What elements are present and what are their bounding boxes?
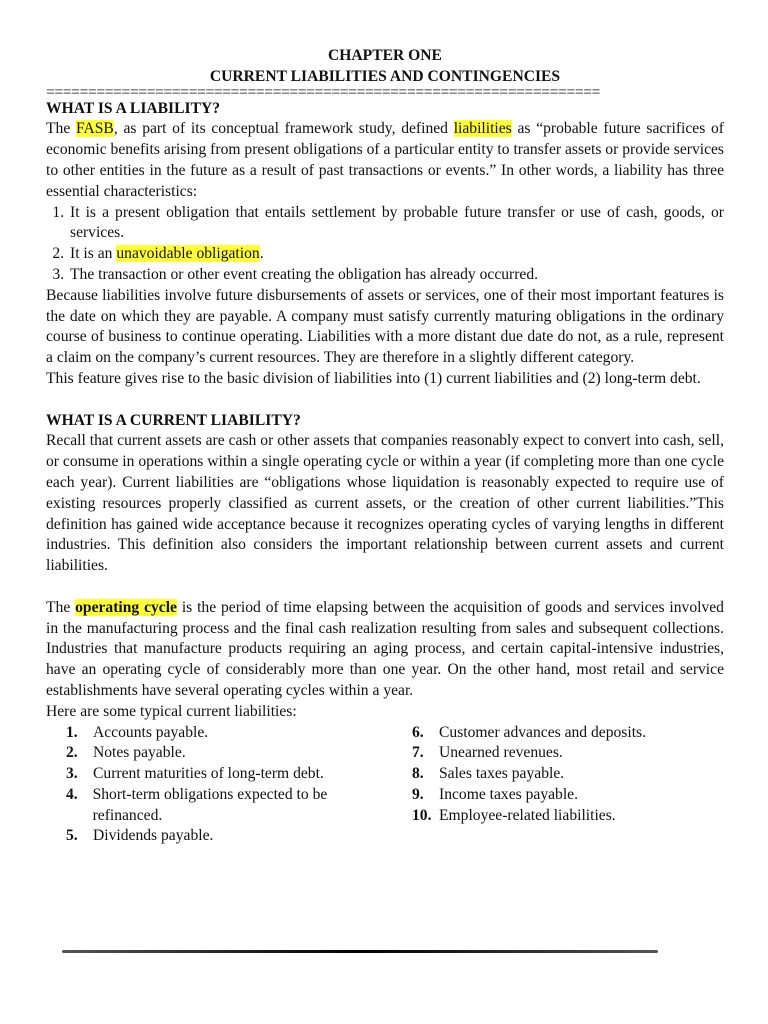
highlight-unavoidable-obligation: unavoidable obligation (116, 245, 260, 263)
item-text: Notes payable. (93, 744, 186, 762)
list-item: 2. It is an unavoidable obligation. (68, 244, 724, 265)
current-liabilities-list (46, 723, 724, 848)
list-item (412, 806, 646, 827)
list-item (412, 723, 646, 744)
bottom-divider (62, 950, 658, 953)
item-number: 9. (412, 785, 424, 803)
item-text: Short-term obligations expected to be refinanced. (92, 785, 328, 824)
liability-definition-paragraph: The FASB, as part of its conceptual framework study, defined liabilities as “probable future sacrifices of economic benefits arising from present obligations of a particular entity to transfer assets or provide services to other entities in the future as a result of past transactions or events.” In other words, a liability has three essential characteristics: (46, 120, 724, 200)
item-number: 6. (412, 723, 424, 741)
list-item (66, 764, 396, 785)
operating-cycle-paragraph: The operating cycle is the period of time elapsing between the acquisition of goods and services involved in the manufacturing process and the final cash realization resulting from sales and subsequent collections. Industries that manufacture products requiring an aging process, and certain capital-intensive industries, have an operating cycle of considerably more than one year. On the other hand, most retail and service establishments have several operating cycles within a year. (46, 598, 724, 699)
item-number: 2. (66, 744, 78, 762)
list-item (66, 743, 396, 764)
section-heading-current-liability: WHAT IS A CURRENT LIABILITY? (46, 411, 301, 429)
highlight-fasb: FASB (75, 120, 114, 138)
item-text: Current maturities of long-term debt. (93, 765, 324, 783)
list-item (66, 723, 396, 744)
item-number: 10. (412, 806, 432, 824)
paragraph: This feature gives rise to the basic division of liabilities into (1) current liabilities and (2) long-term debt. (46, 369, 701, 387)
list-item: 1. It is a present obligation that entails settlement by probable future transfer or use of cash, goods, or services. (68, 203, 724, 245)
paragraph: Recall that current assets are cash or other assets that companies reasonably expect to convert into cash, sell, or consume in operations within a single operating cycle or within a year (if completing more than one cycle each year). Current liabilities are “obligations whose liquidation is reasonably expected to require use of existing resources properly classified as current assets, or the creation of other current liabilities.”This definition has gained wide acceptance because it recognizes operating cycles of varying lengths in different industries. This definition also considers the important relationship between current assets and current liabilities. (46, 432, 724, 575)
item-number: 7. (412, 744, 424, 762)
list-item (66, 785, 396, 827)
item-number: 3. (66, 765, 78, 783)
item-text: Employee-related liabilities. (439, 806, 616, 824)
highlight-operating-cycle: operating cycle (75, 598, 177, 616)
list-item (412, 785, 646, 806)
characteristics-list (46, 203, 724, 286)
item-number: 1. (66, 723, 78, 741)
item-text: Accounts payable. (93, 723, 209, 741)
item-text: Sales taxes payable. (439, 765, 565, 783)
highlight-liabilities: liabilities (453, 120, 512, 138)
item-number: 4. (66, 785, 78, 803)
list-item (412, 743, 646, 764)
item-number: 8. (412, 765, 424, 783)
list-item: 3. The transaction or other event creating the obligation has already occurred. (68, 265, 724, 286)
item-text: Income taxes payable. (439, 785, 578, 803)
item-text: Customer advances and deposits. (439, 723, 647, 741)
section-heading-liability: WHAT IS A LIABILITY? (46, 99, 221, 117)
item-text: Unearned revenues. (439, 744, 563, 762)
chapter-subtitle: CURRENT LIABILITIES AND CONTINGENCIES (209, 67, 561, 85)
paragraph: Because liabilities involve future disbursements of assets or services, one of their most important features is the date on which they are payable. A company must satisfy currently maturing obligations in the ordinary course of business to continue operating. Liabilities with a more distant due date do not, as a rule, represent a claim on the company’s current resources. They are therefore in a slightly different category. (46, 286, 724, 367)
list-item (66, 826, 396, 847)
item-number: 5. (66, 827, 78, 845)
left-column (46, 723, 396, 848)
item-text: Dividends payable. (93, 827, 214, 845)
right-column (396, 723, 646, 848)
document-page (46, 46, 724, 847)
list-item (412, 764, 646, 785)
chapter-title: CHAPTER ONE (328, 47, 442, 64)
list-intro: Here are some typical current liabilities: (46, 702, 297, 720)
separator-line: ================================================================== (46, 85, 601, 99)
